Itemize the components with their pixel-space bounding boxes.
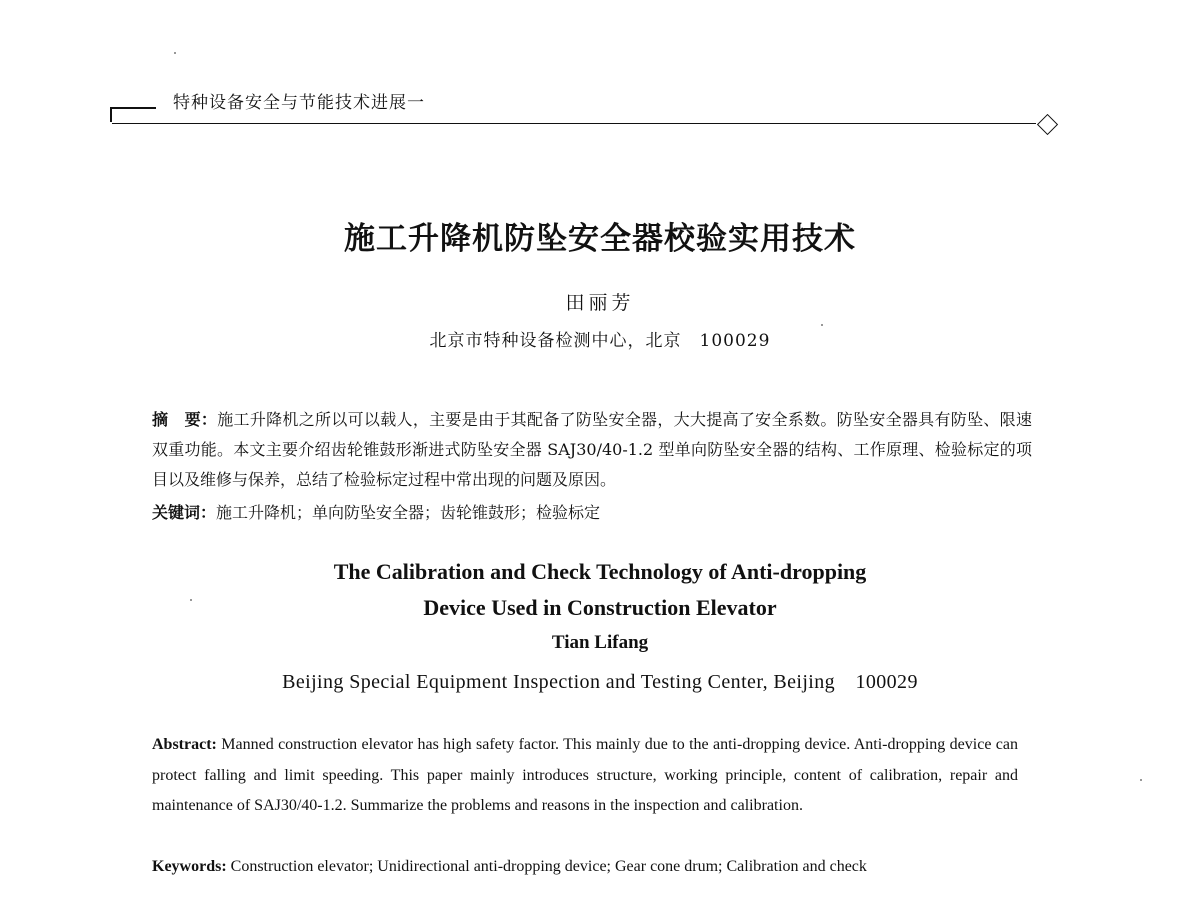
running-header: 特种设备安全与节能技术进展一 bbox=[173, 93, 425, 113]
scan-speck bbox=[1140, 779, 1142, 781]
header-bracket-top bbox=[110, 107, 156, 109]
affiliation-zh: 北京市特种设备检测中心，北京 100029 bbox=[429, 331, 771, 351]
scan-speck bbox=[821, 324, 823, 326]
abstract-zh bbox=[152, 405, 1032, 495]
keywords-en-label: Keywords: bbox=[152, 858, 227, 875]
keywords-zh-label: 关键词： bbox=[152, 503, 217, 522]
abstract-en-text: Manned construction elevator has high safety factor. This mainly due to the anti-dropping device. Anti-dropping device can protect falling and limit speeding. This paper mainly introduces structure, working principle, content of calibration, repair and maintenance of SAJ30/40-1.2. Summarize the problems and reasons in the inspection and calibration. bbox=[152, 736, 1019, 814]
abstract-en bbox=[152, 730, 1018, 822]
affiliation-en: Beijing Special Equipment Inspection and Testing Center, Beijing 100029 bbox=[282, 671, 918, 693]
keywords-en-text: Construction elevator; Unidirectional anti-dropping device; Gear cone drum; Calibration and check bbox=[230, 858, 867, 875]
abstract-en-label: Abstract: bbox=[152, 736, 217, 753]
keywords-zh bbox=[152, 498, 1032, 528]
paper-title-en-line1: The Calibration and Check Technology of Anti-dropping bbox=[333, 559, 867, 584]
abstract-zh-text: 施工升降机之所以可以载人，主要是由于其配备了防坠安全器，大大提高了安全系数。防坠安全器具有防坠、限速双重功能。本文主要介绍齿轮锥鼓形渐进式防坠安全器 SAJ30/40-1.2 型单向防坠安全器的结构、工作原理、检验标定的项目以及维修与保养，总结了检验标定过程中常出现的问题及原因。 bbox=[152, 410, 1032, 489]
diamond-ornament-icon bbox=[1037, 114, 1058, 135]
scan-speck bbox=[174, 52, 176, 54]
keywords-zh-text: 施工升降机；单向防坠安全器；齿轮锥鼓形；检验标定 bbox=[216, 503, 601, 522]
scan-speck bbox=[190, 599, 192, 601]
paper-title-en bbox=[0, 554, 1200, 626]
paper-title-en-line2: Device Used in Construction Elevator bbox=[423, 595, 777, 620]
header-bracket-left bbox=[110, 107, 118, 122]
author-en: Tian Lifang bbox=[551, 632, 649, 653]
paper-title-zh: 施工升降机防坠安全器校验实用技术 bbox=[344, 221, 856, 257]
author-zh: 田丽芳 bbox=[565, 292, 635, 314]
keywords-en bbox=[152, 852, 1018, 883]
header-rule bbox=[112, 123, 1036, 124]
abstract-zh-label: 摘 要： bbox=[152, 410, 218, 429]
